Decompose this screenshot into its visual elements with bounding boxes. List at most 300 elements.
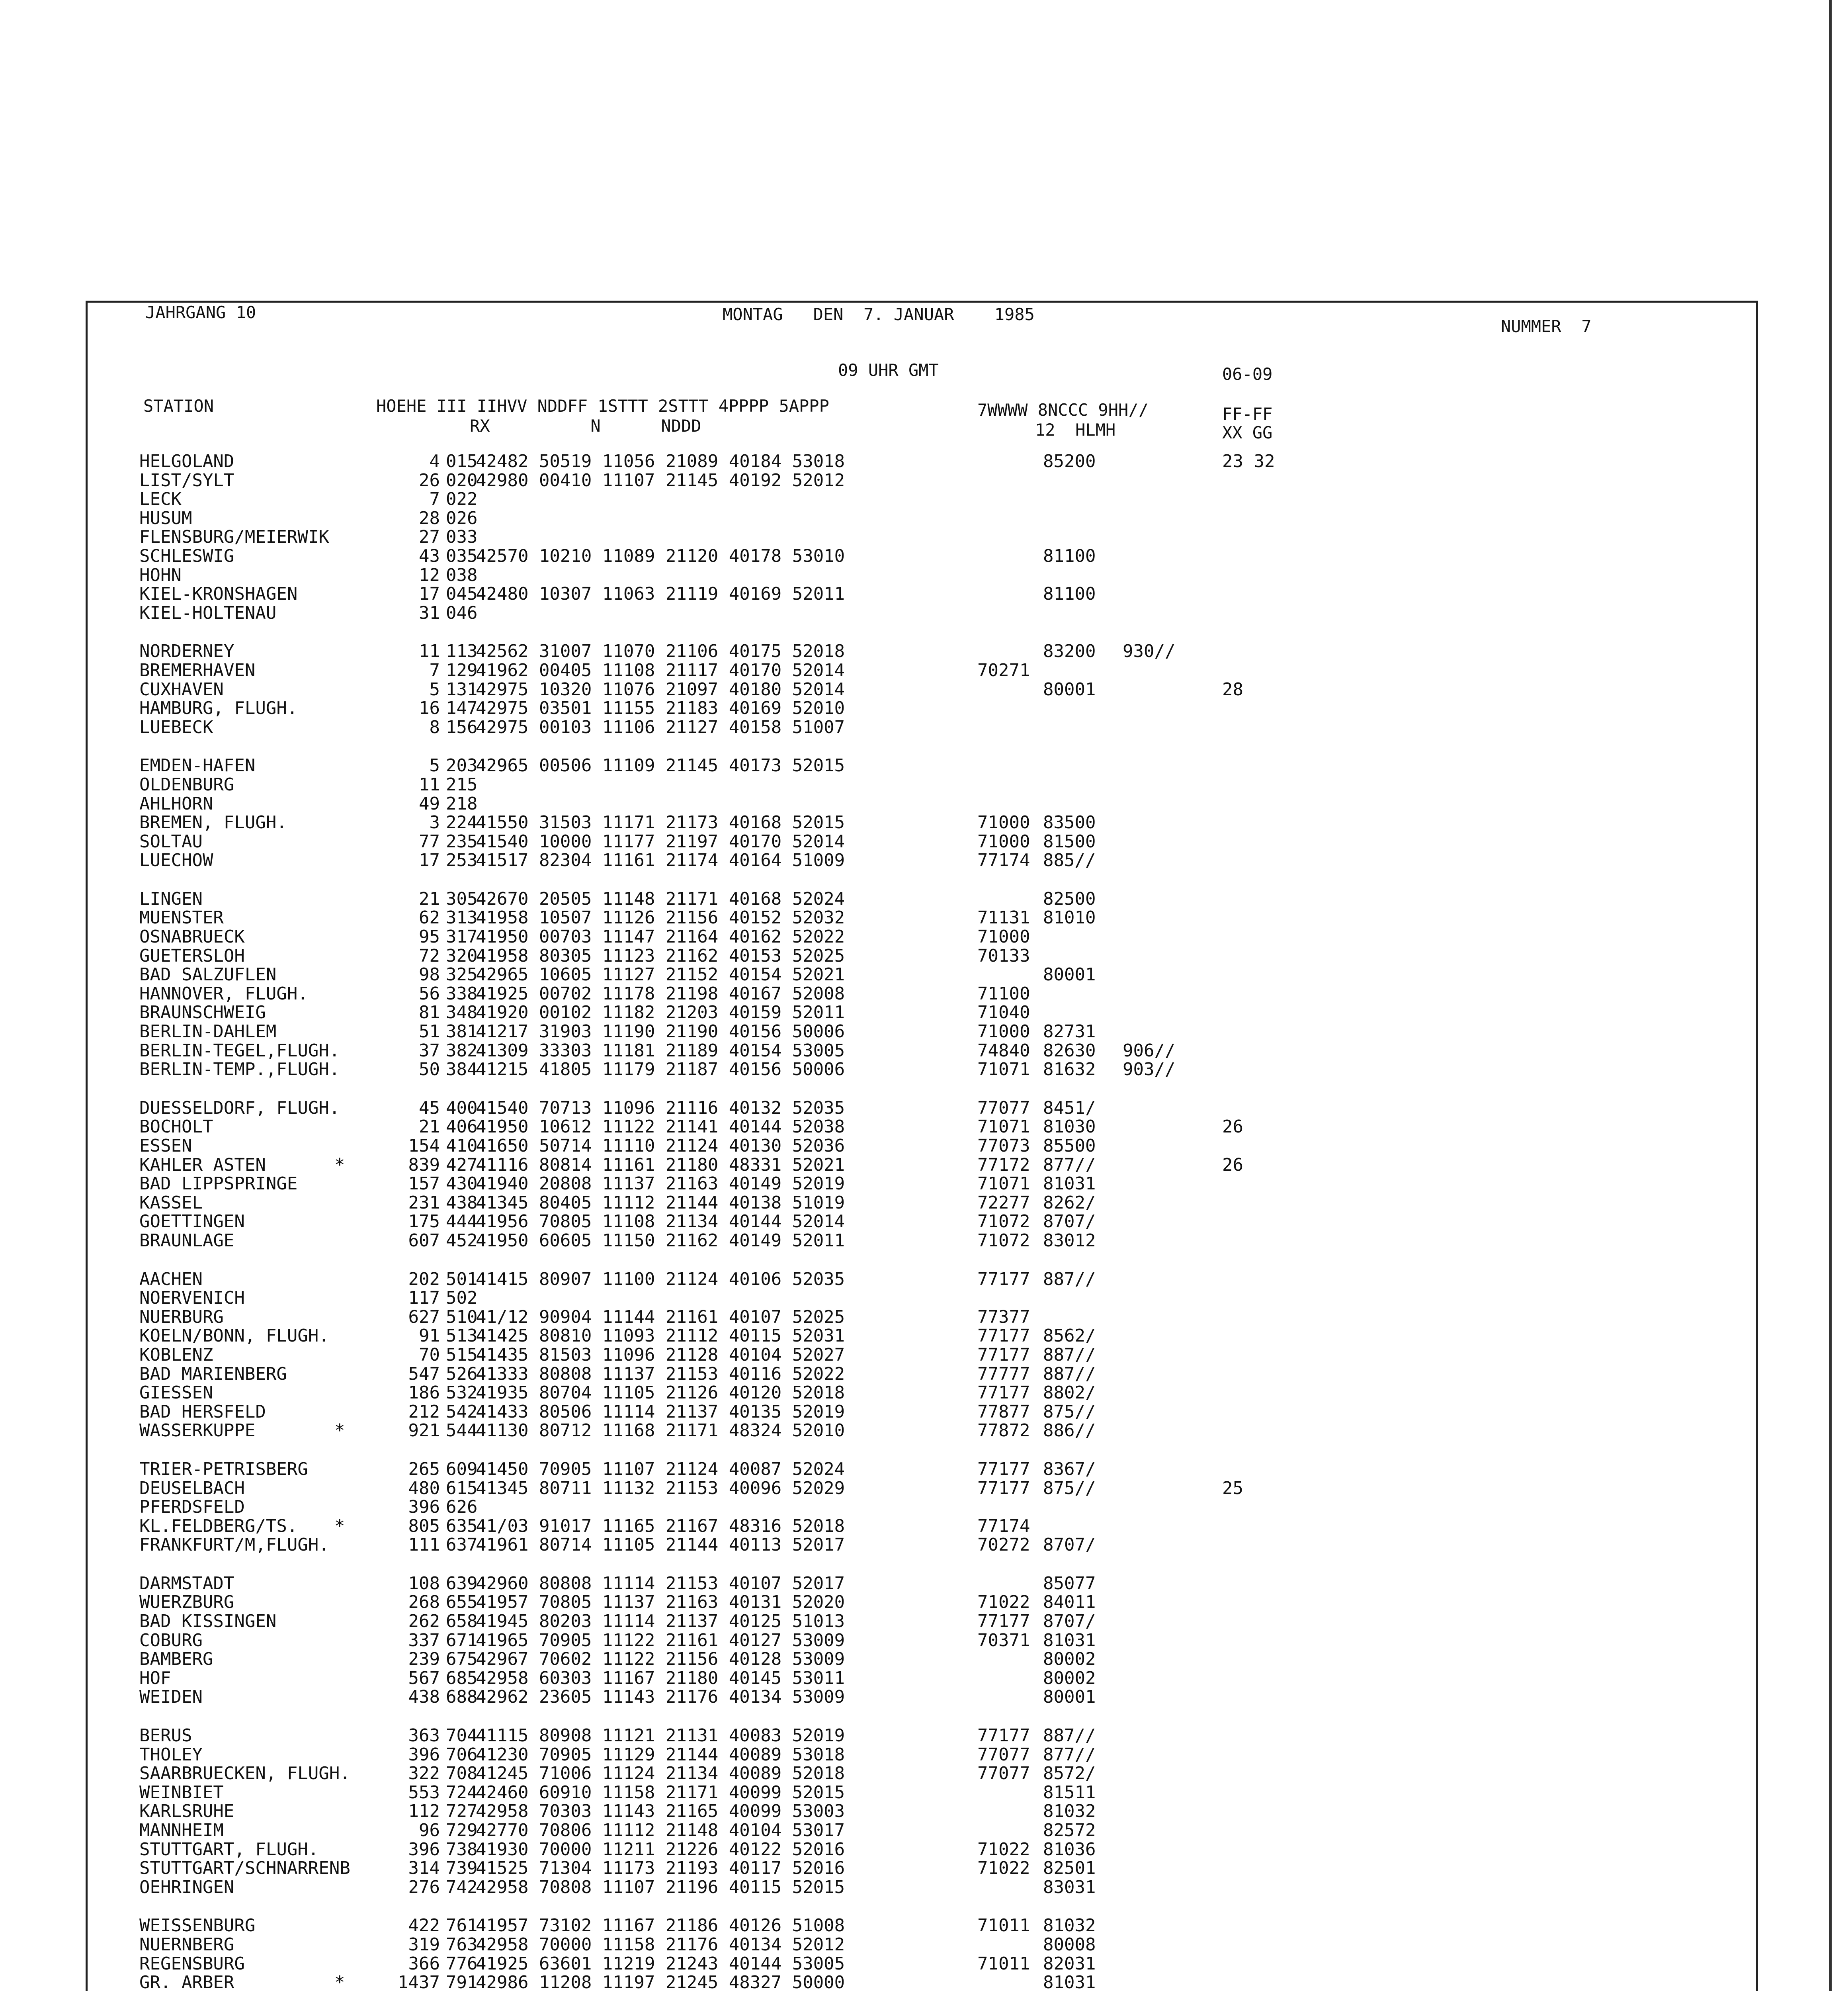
station-name: LECK [139, 489, 182, 510]
station-height: 56 [419, 983, 440, 1004]
cloud-group: 877// [1043, 1744, 1096, 1765]
station-number: 510 [446, 1306, 478, 1327]
station-height: 12 [419, 565, 440, 585]
station-number: 502 [446, 1288, 478, 1308]
station-height: 49 [419, 793, 440, 814]
station-height: 567 [408, 1668, 440, 1688]
station-height: 81 [419, 1002, 440, 1023]
weather-group: 71072 [977, 1230, 1030, 1251]
station-height: 202 [408, 1269, 440, 1289]
station-name: MANNHEIM [139, 1820, 224, 1840]
station-height: 553 [408, 1782, 440, 1803]
station-number: 022 [446, 489, 478, 510]
synop-groups: 41309 33303 11181 21189 40154 53005 [476, 1040, 845, 1061]
weather-group: 77174 [977, 1516, 1030, 1536]
station-name: BREMEN, FLUGH. [139, 812, 287, 833]
cloud-group: 81031 [1043, 1630, 1096, 1651]
station-height: 70 [419, 1344, 440, 1365]
station-name: SAARBRUECKEN, FLUGH. [139, 1763, 350, 1784]
station-number: 317 [446, 927, 478, 947]
synop-groups: 41425 80810 11093 21112 40115 52031 [476, 1326, 845, 1346]
station-number: 763 [446, 1934, 478, 1955]
station-height: 11 [419, 774, 440, 795]
weather-group: 70133 [977, 945, 1030, 966]
synop-groups: 41920 00102 11182 21203 40159 52011 [476, 1002, 845, 1023]
station-number: 224 [446, 812, 478, 833]
cloud-group: 81032 [1043, 1801, 1096, 1822]
cloud-group: 80008 [1043, 1934, 1096, 1955]
cloud-group: 82731 [1043, 1021, 1096, 1042]
station-height: 62 [419, 907, 440, 928]
station-name: LUEBECK [139, 717, 213, 737]
cloud-group: 80001 [1043, 964, 1096, 985]
station-number: 542 [446, 1401, 478, 1422]
cloud-group: 887// [1043, 1725, 1096, 1746]
weather-group: 71022 [977, 1839, 1030, 1860]
cloud-group: 81031 [1043, 1972, 1096, 1991]
station-height: 27 [419, 527, 440, 548]
cloud-group: 8802/ [1043, 1383, 1096, 1403]
station-height: 117 [408, 1288, 440, 1308]
station-height: 50 [419, 1059, 440, 1080]
station-height: 480 [408, 1478, 440, 1498]
cloud-group: 81030 [1043, 1117, 1096, 1137]
station-number: 320 [446, 945, 478, 966]
station-height: 239 [408, 1649, 440, 1670]
station-name: LIST/SYLT [139, 470, 234, 491]
column-header-codes: HOEHE III IIHVV NDDFF 1STTT 2STTT 4PPPP 5APPP [376, 396, 829, 416]
station-number: 026 [446, 508, 478, 528]
station-name: LINGEN [139, 888, 203, 909]
station-name: BREMERHAVEN [139, 660, 256, 681]
weather-group: 71072 [977, 1211, 1030, 1232]
synop-groups: 41961 80714 11105 21144 40113 52017 [476, 1535, 845, 1555]
gust-group: 26 [1222, 1117, 1243, 1137]
synop-groups: 42958 70808 11107 21196 40115 52015 [476, 1877, 845, 1897]
station-name: BERUS [139, 1725, 192, 1746]
station-number: 637 [446, 1535, 478, 1555]
station-height: 26 [419, 470, 440, 491]
station-name: AHLHORN [139, 793, 213, 814]
station-name: KIEL-HOLTENAU [139, 602, 277, 623]
weather-group: 71000 [977, 831, 1030, 852]
station-height: 396 [408, 1839, 440, 1860]
cloud-group: 81632 [1043, 1059, 1096, 1080]
synop-groups: 41345 80711 11132 21153 40096 52029 [476, 1478, 845, 1498]
synop-groups: 41/12 90904 11144 21161 40107 52025 [476, 1306, 845, 1327]
synop-groups: 42965 00506 11109 21145 40173 52015 [476, 755, 845, 776]
station-number: 338 [446, 983, 478, 1004]
cloud-group: 82630 [1043, 1040, 1096, 1061]
station-height: 337 [408, 1630, 440, 1651]
station-number: 410 [446, 1136, 478, 1156]
station-height: 5 [429, 755, 440, 776]
station-height: 319 [408, 1934, 440, 1955]
weather-group: 77877 [977, 1401, 1030, 1422]
station-name: DUESSELDORF, FLUGH. [139, 1097, 340, 1118]
synop-groups: 41965 70905 11122 21161 40127 53009 [476, 1630, 845, 1651]
cloud-group: 83012 [1043, 1230, 1096, 1251]
station-name: KAHLER ASTEN [139, 1154, 266, 1175]
station-height: 212 [408, 1401, 440, 1422]
synop-groups: 41433 80506 11114 21137 40135 52019 [476, 1401, 845, 1422]
station-number: 761 [446, 1915, 478, 1936]
station-height: 28 [419, 508, 440, 528]
cloud-group: 83031 [1043, 1877, 1096, 1897]
page-edge-line [1829, 0, 1832, 1991]
station-height: 268 [408, 1592, 440, 1613]
column-header-codes-sub: RX N NDDD [470, 416, 701, 436]
station-height: 112 [408, 1801, 440, 1822]
station-height: 43 [419, 546, 440, 566]
cloud-group: 83200 [1043, 641, 1096, 662]
weather-group: 72277 [977, 1192, 1030, 1213]
synop-groups: 41956 70805 11108 21134 40144 52014 [476, 1211, 845, 1232]
weather-group: 71011 [977, 1953, 1030, 1974]
station-number: 430 [446, 1173, 478, 1194]
weather-group: 74840 [977, 1040, 1030, 1061]
station-height: 77 [419, 831, 440, 852]
station-height: 95 [419, 927, 440, 947]
station-name: WEIDEN [139, 1687, 203, 1707]
station-number: 739 [446, 1858, 478, 1879]
station-number: 427 [446, 1154, 478, 1175]
station-height: 438 [408, 1687, 440, 1707]
cloud-group: 82031 [1043, 1953, 1096, 1974]
weather-group: 71071 [977, 1117, 1030, 1137]
cloud-group: 8707/ [1043, 1211, 1096, 1232]
station-number: 381 [446, 1021, 478, 1042]
station-name: THOLEY [139, 1744, 203, 1765]
station-number: 038 [446, 565, 478, 585]
synop-groups: 41950 10612 11122 21141 40144 52038 [476, 1117, 845, 1137]
station-name: NUERNBERG [139, 1934, 234, 1955]
synop-groups: 42965 10605 11127 21152 40154 52021 [476, 964, 845, 985]
cloud-group: 8707/ [1043, 1535, 1096, 1555]
mountain-station-mark: * [334, 1154, 345, 1175]
station-number: 501 [446, 1269, 478, 1289]
synop-groups: 41217 31903 11190 21190 40156 50006 [476, 1021, 845, 1042]
extra-group: 906// [1123, 1040, 1176, 1061]
station-height: 366 [408, 1953, 440, 1974]
weather-group: 71131 [977, 907, 1030, 928]
station-number: 513 [446, 1326, 478, 1346]
cloud-group: 81036 [1043, 1839, 1096, 1860]
station-number: 738 [446, 1839, 478, 1860]
synop-groups: 42958 70000 11158 21176 40134 52012 [476, 1934, 845, 1955]
station-height: 16 [419, 698, 440, 719]
cloud-group: 85077 [1043, 1573, 1096, 1594]
station-number: 400 [446, 1097, 478, 1118]
station-number: 015 [446, 451, 478, 471]
synop-groups: 41957 70805 11137 21163 40131 52020 [476, 1592, 845, 1613]
cloud-group: 8262/ [1043, 1192, 1096, 1213]
issue-number: NUMMER 7 [1501, 317, 1592, 336]
station-height: 108 [408, 1573, 440, 1594]
station-name: OLDENBURG [139, 774, 234, 795]
weather-group: 77077 [977, 1097, 1030, 1118]
synop-groups: 42986 11208 11197 21245 48327 50000 [476, 1972, 845, 1991]
station-number: 724 [446, 1782, 478, 1803]
station-height: 51 [419, 1021, 440, 1042]
weather-group: 71000 [977, 927, 1030, 947]
weather-group: 70371 [977, 1630, 1030, 1651]
synop-groups: 41435 81503 11096 21128 40104 52027 [476, 1344, 845, 1365]
station-number: 020 [446, 470, 478, 491]
station-number: 615 [446, 1478, 478, 1498]
station-number: 203 [446, 755, 478, 776]
station-height: 17 [419, 850, 440, 871]
station-number: 348 [446, 1002, 478, 1023]
weather-group: 77177 [977, 1326, 1030, 1346]
weather-group: 77177 [977, 1478, 1030, 1498]
station-number: 325 [446, 964, 478, 985]
cloud-group: 81032 [1043, 1915, 1096, 1936]
synop-groups: 41115 80908 11121 21131 40083 52019 [476, 1725, 845, 1746]
station-height: 31 [419, 602, 440, 623]
synop-groups: 41962 00405 11108 21117 40170 52014 [476, 660, 845, 681]
weather-group: 77073 [977, 1136, 1030, 1156]
report-frame [86, 301, 1758, 1991]
station-name: NORDERNEY [139, 641, 234, 662]
weather-group: 70272 [977, 1535, 1030, 1555]
station-height: 21 [419, 888, 440, 909]
station-number: 444 [446, 1211, 478, 1232]
synop-groups: 41958 80305 11123 21162 40153 52025 [476, 945, 845, 966]
station-height: 314 [408, 1858, 440, 1879]
station-number: 526 [446, 1363, 478, 1384]
station-height: 7 [429, 660, 440, 681]
synop-groups: 41650 50714 11110 21124 40130 52036 [476, 1136, 845, 1156]
station-height: 21 [419, 1117, 440, 1137]
station-name: BAD SALZUFLEN [139, 964, 277, 985]
station-number: 626 [446, 1497, 478, 1518]
station-height: 607 [408, 1230, 440, 1251]
station-name: OSNABRUECK [139, 927, 245, 947]
gust-group: 26 [1222, 1154, 1243, 1175]
station-name: BOCHOLT [139, 1117, 213, 1137]
synop-groups: 41550 31503 11171 21173 40168 52015 [476, 812, 845, 833]
weather-group: 71071 [977, 1059, 1030, 1080]
station-name: HAMBURG, FLUGH. [139, 698, 298, 719]
station-height: 1437 [398, 1972, 440, 1991]
station-name: EMDEN-HAFEN [139, 755, 256, 776]
station-height: 921 [408, 1420, 440, 1441]
cloud-group: 885// [1043, 850, 1096, 871]
station-name: BAD LIPPSPRINGE [139, 1173, 298, 1194]
station-number: 776 [446, 1953, 478, 1974]
weather-group: 71040 [977, 1002, 1030, 1023]
cloud-group: 80001 [1043, 679, 1096, 700]
weather-group: 77177 [977, 1269, 1030, 1289]
synop-groups: 41130 80712 11168 21171 48324 52010 [476, 1420, 845, 1441]
synop-groups: 41245 71006 11124 21134 40089 52018 [476, 1763, 845, 1784]
station-name: HOHN [139, 565, 182, 585]
weather-group: 71100 [977, 983, 1030, 1004]
station-number: 384 [446, 1059, 478, 1080]
station-number: 675 [446, 1649, 478, 1670]
synop-groups: 41925 00702 11178 21198 40167 52008 [476, 983, 845, 1004]
station-number: 671 [446, 1630, 478, 1651]
station-name: WEINBIET [139, 1782, 224, 1803]
station-name: HELGOLAND [139, 451, 234, 471]
weather-group: 77172 [977, 1154, 1030, 1175]
synop-groups: 42770 70806 11112 21148 40104 53017 [476, 1820, 845, 1840]
station-height: 154 [408, 1136, 440, 1156]
weather-group: 77077 [977, 1744, 1030, 1765]
station-name: LUECHOW [139, 850, 213, 871]
synop-groups: 41540 10000 11177 21197 40170 52014 [476, 831, 845, 852]
station-height: 186 [408, 1383, 440, 1403]
synop-groups: 42980 00410 11107 21145 40192 52012 [476, 470, 845, 491]
mountain-station-mark: * [334, 1420, 345, 1441]
station-height: 98 [419, 964, 440, 985]
station-number: 544 [446, 1420, 478, 1441]
cloud-group: 80002 [1043, 1668, 1096, 1688]
station-name: KOBLENZ [139, 1344, 213, 1365]
station-number: 742 [446, 1877, 478, 1897]
weather-group: 71071 [977, 1173, 1030, 1194]
synop-groups: 41935 80704 11105 21126 40120 52018 [476, 1383, 845, 1403]
cloud-group: 887// [1043, 1344, 1096, 1365]
cloud-group: 877// [1043, 1154, 1096, 1175]
station-height: 111 [408, 1535, 440, 1555]
station-name: DARMSTADT [139, 1573, 234, 1594]
weather-group: 71022 [977, 1592, 1030, 1613]
weather-group: 77777 [977, 1363, 1030, 1384]
weather-group: 71011 [977, 1915, 1030, 1936]
station-number: 685 [446, 1668, 478, 1688]
weather-group: 77174 [977, 850, 1030, 871]
station-number: 452 [446, 1230, 478, 1251]
synop-groups: 41525 71304 11173 21193 40117 52016 [476, 1858, 845, 1879]
station-height: 37 [419, 1040, 440, 1061]
weather-group: 77872 [977, 1420, 1030, 1441]
station-number: 046 [446, 602, 478, 623]
weather-group: 70271 [977, 660, 1030, 681]
synop-groups: 41/03 91017 11165 21167 48316 52018 [476, 1516, 845, 1536]
column-header-gusts: FF-FF [1222, 404, 1273, 424]
station-name: DEUSELBACH [139, 1478, 245, 1498]
station-height: 396 [408, 1497, 440, 1518]
station-number: 406 [446, 1117, 478, 1137]
station-name: KARLSRUHE [139, 1801, 234, 1822]
station-name: TRIER-PETRISBERG [139, 1459, 308, 1479]
station-number: 313 [446, 907, 478, 928]
synop-groups: 41345 80405 11112 21144 40138 51019 [476, 1192, 845, 1213]
station-name: BAD HERSFELD [139, 1401, 266, 1422]
column-header-groups-sub: 12 HLMH [1035, 420, 1116, 440]
station-height: 396 [408, 1744, 440, 1765]
synop-groups: 42570 10210 11089 21120 40178 53010 [476, 546, 845, 566]
station-height: 276 [408, 1877, 440, 1897]
weather-group: 71000 [977, 1021, 1030, 1042]
station-number: 532 [446, 1383, 478, 1403]
station-name: GOETTINGEN [139, 1211, 245, 1232]
synop-groups: 41116 80814 11161 21180 48331 52021 [476, 1154, 845, 1175]
weather-group: 77177 [977, 1344, 1030, 1365]
station-height: 5 [429, 679, 440, 700]
station-name: HOF [139, 1668, 171, 1688]
column-header-gusts-sub: XX GG [1222, 423, 1273, 442]
station-name: ESSEN [139, 1136, 192, 1156]
station-height: 422 [408, 1915, 440, 1936]
station-height: 262 [408, 1611, 440, 1632]
station-name: AACHEN [139, 1269, 203, 1289]
cloud-group: 85200 [1043, 451, 1096, 471]
cloud-group: 83500 [1043, 812, 1096, 833]
station-number: 658 [446, 1611, 478, 1632]
station-number: 727 [446, 1801, 478, 1822]
station-number: 035 [446, 546, 478, 566]
station-height: 8 [429, 717, 440, 737]
station-number: 113 [446, 641, 478, 662]
station-name: BAMBERG [139, 1649, 213, 1670]
station-height: 322 [408, 1763, 440, 1784]
cloud-group: 8562/ [1043, 1326, 1096, 1346]
station-number: 156 [446, 717, 478, 737]
weather-group: 71000 [977, 812, 1030, 833]
weather-group: 77177 [977, 1725, 1030, 1746]
station-height: 11 [419, 641, 440, 662]
cloud-group: 84011 [1043, 1592, 1096, 1613]
synop-groups: 41450 70905 11107 21124 40087 52024 [476, 1459, 845, 1479]
synop-groups: 41940 20808 11137 21163 40149 52019 [476, 1173, 845, 1194]
station-name: WUERZBURG [139, 1592, 234, 1613]
station-number: 235 [446, 831, 478, 852]
station-name: STUTTGART, FLUGH. [139, 1839, 319, 1860]
station-height: 96 [419, 1820, 440, 1840]
station-number: 129 [446, 660, 478, 681]
cloud-group: 81511 [1043, 1782, 1096, 1803]
station-number: 706 [446, 1744, 478, 1765]
station-name: BAD MARIENBERG [139, 1363, 287, 1384]
synop-groups: 41517 82304 11161 21174 40164 51009 [476, 850, 845, 871]
cloud-group: 82572 [1043, 1820, 1096, 1840]
station-height: 7 [429, 489, 440, 510]
synop-groups: 42958 70303 11143 21165 40099 53003 [476, 1801, 845, 1822]
synop-groups: 41950 00703 11147 21164 40162 52022 [476, 927, 845, 947]
column-header-station: STATION [143, 396, 214, 416]
station-name: WEISSENBURG [139, 1915, 256, 1936]
station-name: GIESSEN [139, 1383, 213, 1403]
station-name: FLENSBURG/MEIERWIK [139, 527, 329, 548]
station-number: 609 [446, 1459, 478, 1479]
station-name: SOLTAU [139, 831, 203, 852]
station-height: 547 [408, 1363, 440, 1384]
weather-group: 77077 [977, 1763, 1030, 1784]
station-number: 218 [446, 793, 478, 814]
station-number: 045 [446, 584, 478, 604]
station-number: 147 [446, 698, 478, 719]
weather-group: 77377 [977, 1306, 1030, 1327]
station-name: NOERVENICH [139, 1288, 245, 1308]
station-number: 033 [446, 527, 478, 548]
station-number: 639 [446, 1573, 478, 1594]
report-date: MONTAG DEN 7. JANUAR 1985 [723, 305, 1035, 324]
weather-group: 71022 [977, 1858, 1030, 1879]
synop-groups: 42975 03501 11155 21183 40169 52010 [476, 698, 845, 719]
observation-time: 09 UHR GMT [838, 360, 939, 380]
synop-groups: 42670 20505 11148 21171 40168 52024 [476, 888, 845, 909]
station-name: OEHRINGEN [139, 1877, 234, 1897]
cloud-group: 80002 [1043, 1649, 1096, 1670]
cloud-group: 82500 [1043, 888, 1096, 909]
station-height: 91 [419, 1326, 440, 1346]
cloud-group: 886// [1043, 1420, 1096, 1441]
cloud-group: 887// [1043, 1363, 1096, 1384]
station-name: REGENSBURG [139, 1953, 245, 1974]
